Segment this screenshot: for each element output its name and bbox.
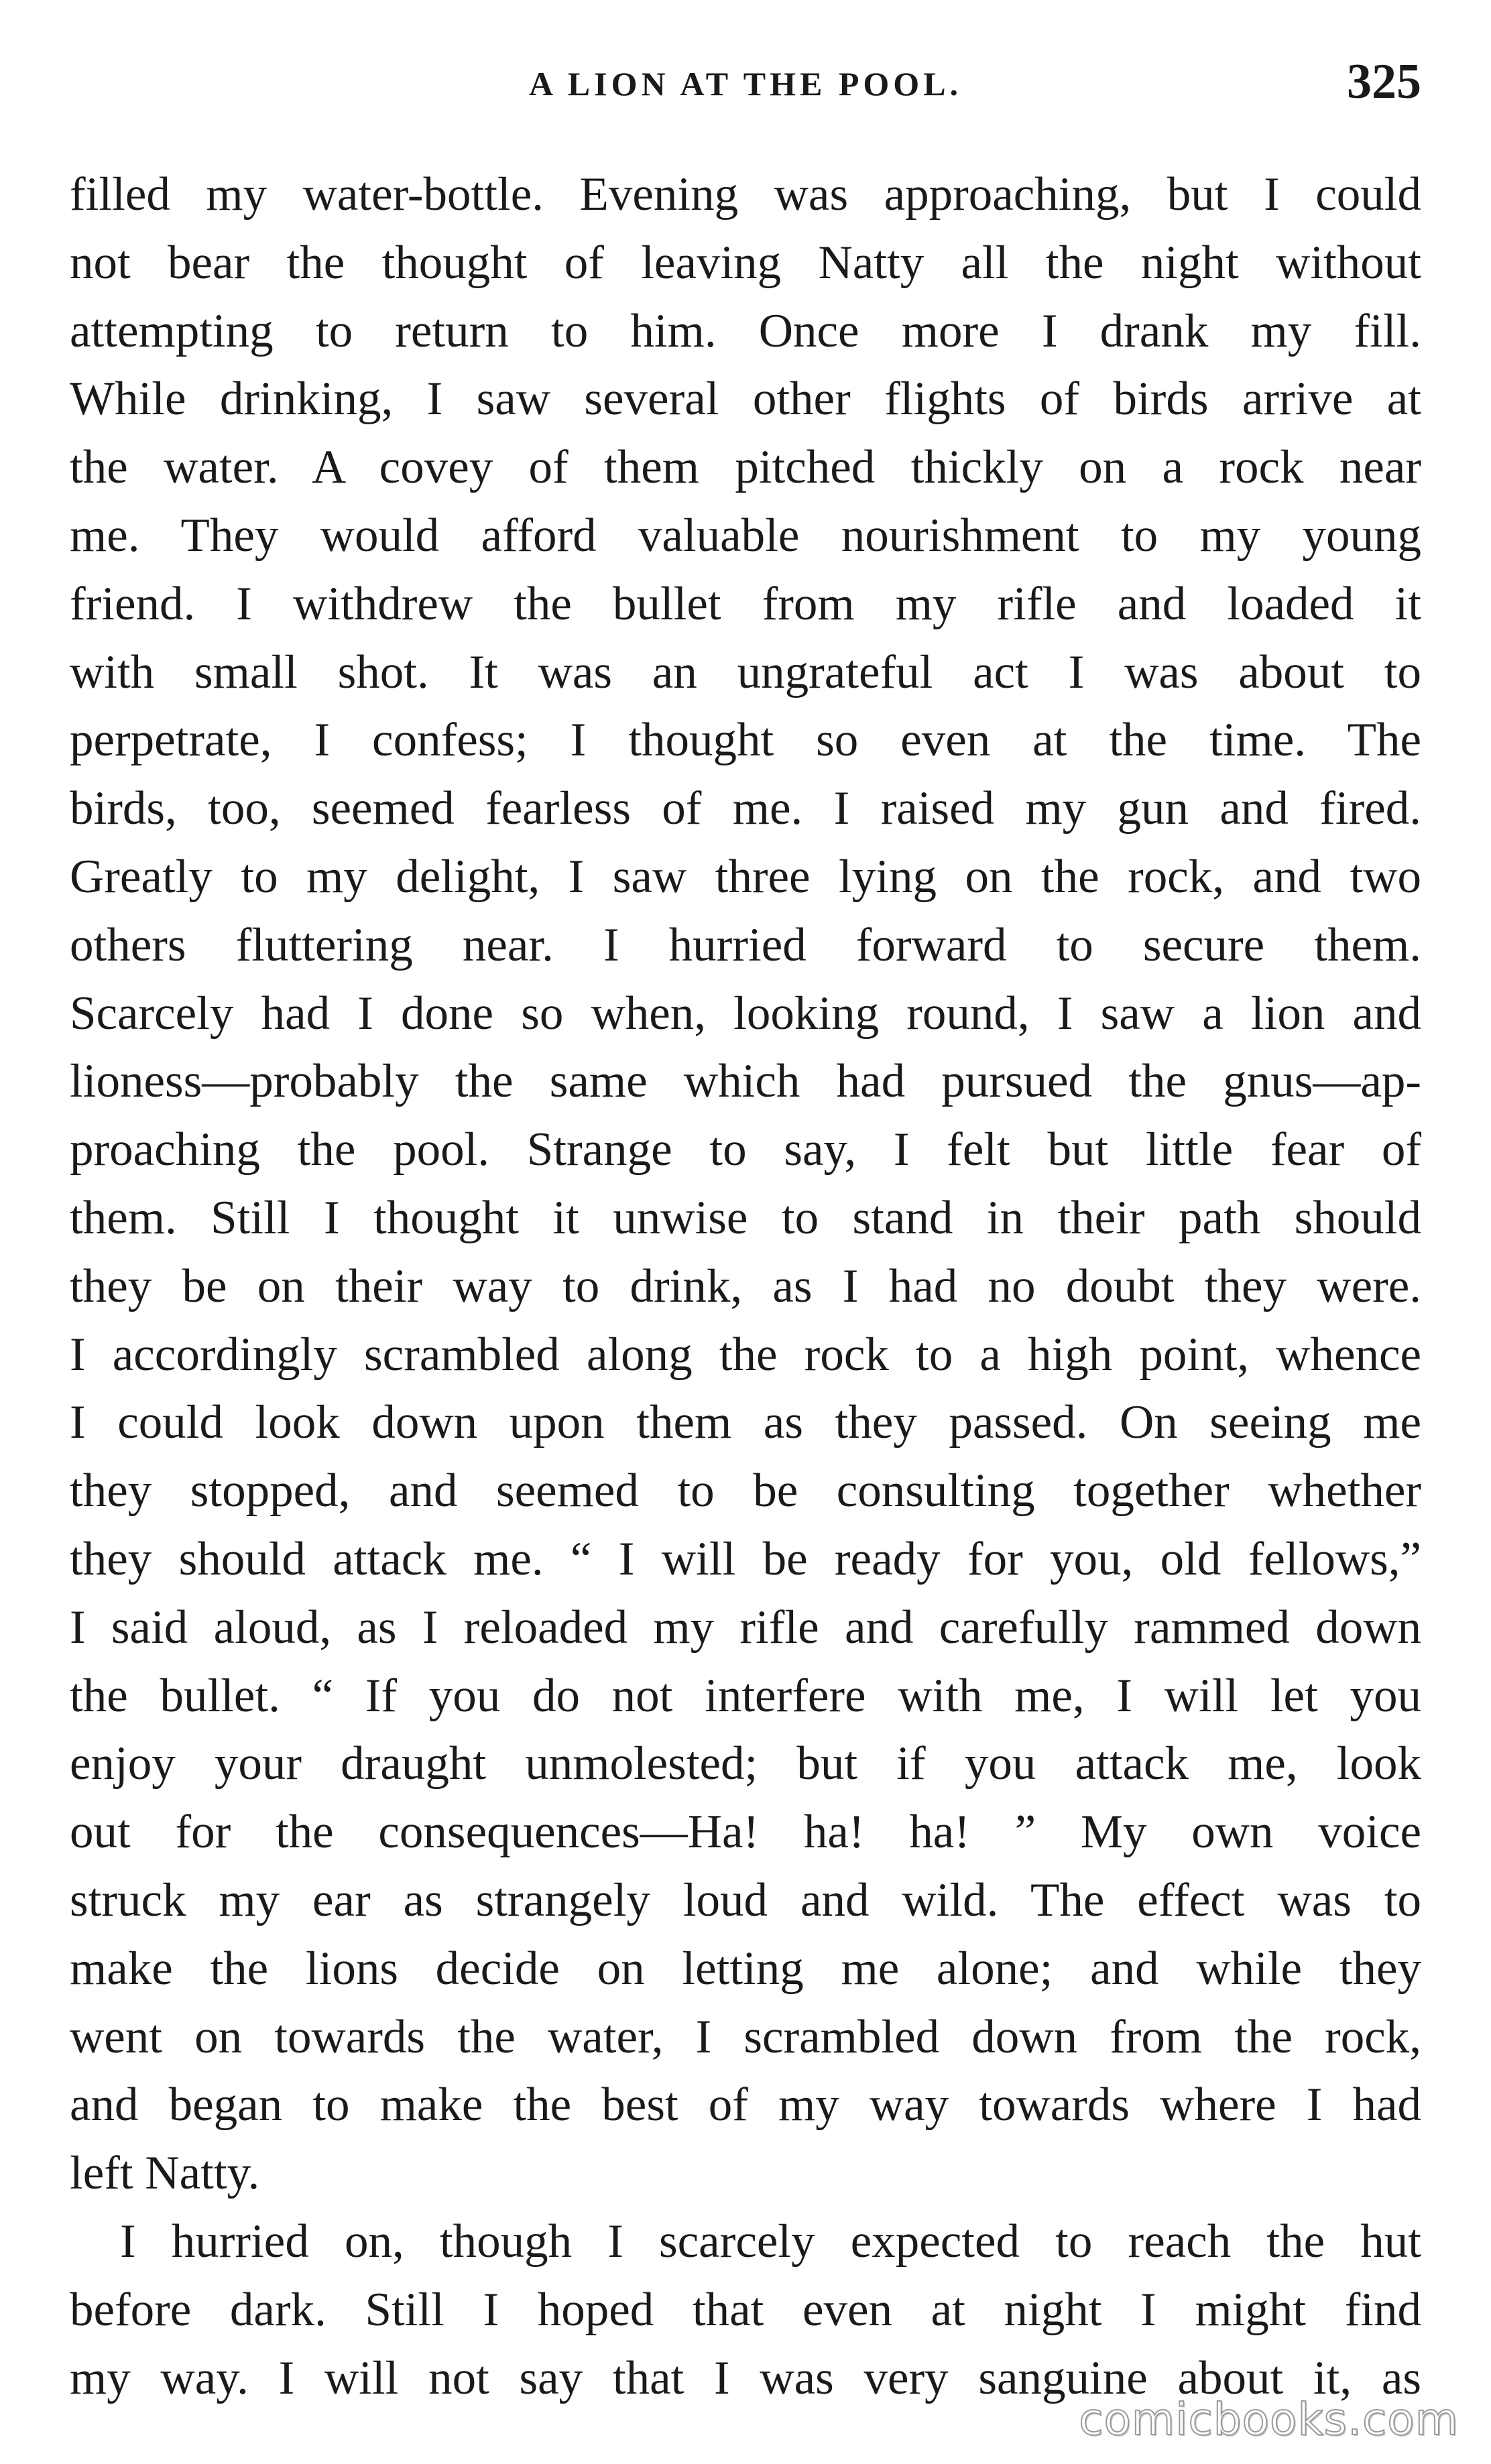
text-line: Greatly to my delight, I saw three lying on the rock, and two: [70, 850, 1421, 903]
text-line: them. Still I thought it unwise to stand in their path should: [70, 1191, 1421, 1244]
text-line: others fluttering near. I hurried forward to secure them.: [70, 918, 1421, 971]
text-line: me. They would afford valuable nourishment to my young: [70, 509, 1421, 562]
text-line: they stopped, and seemed to be consulting together whether: [70, 1465, 1421, 1518]
text-line: enjoy your draught unmolested; but if you attack me, look: [70, 1737, 1421, 1790]
page-number: 325: [1347, 54, 1421, 109]
text-line: I accordingly scrambled along the rock to a high point, whence: [70, 1328, 1421, 1381]
text-line: I could look down upon them as they passed. On seeing me: [70, 1396, 1421, 1449]
text-line: proaching the pool. Strange to say, I felt but little fear of: [70, 1123, 1421, 1176]
text-line: not bear the thought of leaving Natty all the night without: [70, 236, 1421, 289]
text-line: make the lions decide on letting me alone; and while they: [70, 1942, 1421, 1995]
text-line: with small shot. It was an ungrateful act I was about to: [70, 645, 1421, 698]
text-line: the bullet. “ If you do not interfere with me, I will let you: [70, 1669, 1421, 1722]
running-header: [70, 52, 1421, 113]
text-line: out for the consequences—Ha! ha! ha! ” My own voice: [70, 1806, 1421, 1859]
text-line: struck my ear as strangely loud and wild. The effect was to: [70, 1873, 1421, 1926]
paragraph: [70, 2208, 1421, 2412]
running-title: A LION AT THE POOL.: [528, 65, 963, 103]
text-line: I said aloud, as I reloaded my rifle and carefully rammed down: [70, 1601, 1421, 1654]
text-line: birds, too, seemed fearless of me. I raised my gun and fired.: [70, 782, 1421, 835]
text-line: my way. I will not say that I was very sanguine about it, as: [70, 2351, 1421, 2404]
text-line: the water. A covey of them pitched thickly on a rock near: [70, 441, 1421, 494]
text-line: perpetrate, I confess; I thought so even at the time. The: [70, 714, 1421, 767]
text-line: and began to make the best of my way towards where I had: [70, 2079, 1421, 2132]
text-line: went on towards the water, I scrambled down from the rock,: [70, 2010, 1421, 2063]
text-line: left Natty.: [70, 2147, 260, 2200]
text-line: attempting to return to him. Once more I drank my fill.: [70, 304, 1421, 357]
text-line: Scarcely had I done so when, looking round, I saw a lion and: [70, 987, 1421, 1040]
text-line: before dark. Still I hoped that even at night I might find: [70, 2283, 1421, 2336]
text-line: lioness—probably the same which had pursued the gnus—ap-: [70, 1055, 1421, 1108]
text-line: I hurried on, though I scarcely expected to reach the hut: [120, 2215, 1421, 2268]
text-line: filled my water-bottle. Evening was approaching, but I could: [70, 168, 1421, 221]
body-text: [70, 161, 1421, 2412]
text-line: they be on their way to drink, as I had no doubt they were.: [70, 1259, 1421, 1312]
text-line: they should attack me. “ I will be ready for you, old fellows,”: [70, 1532, 1421, 1585]
watermark-logo: comicbooks.com: [1079, 2394, 1459, 2445]
text-line: friend. I withdrew the bullet from my rifle and loaded it: [70, 577, 1421, 630]
paragraph: [70, 161, 1421, 2208]
text-line: While drinking, I saw several other flights of birds arrive at: [70, 373, 1421, 426]
